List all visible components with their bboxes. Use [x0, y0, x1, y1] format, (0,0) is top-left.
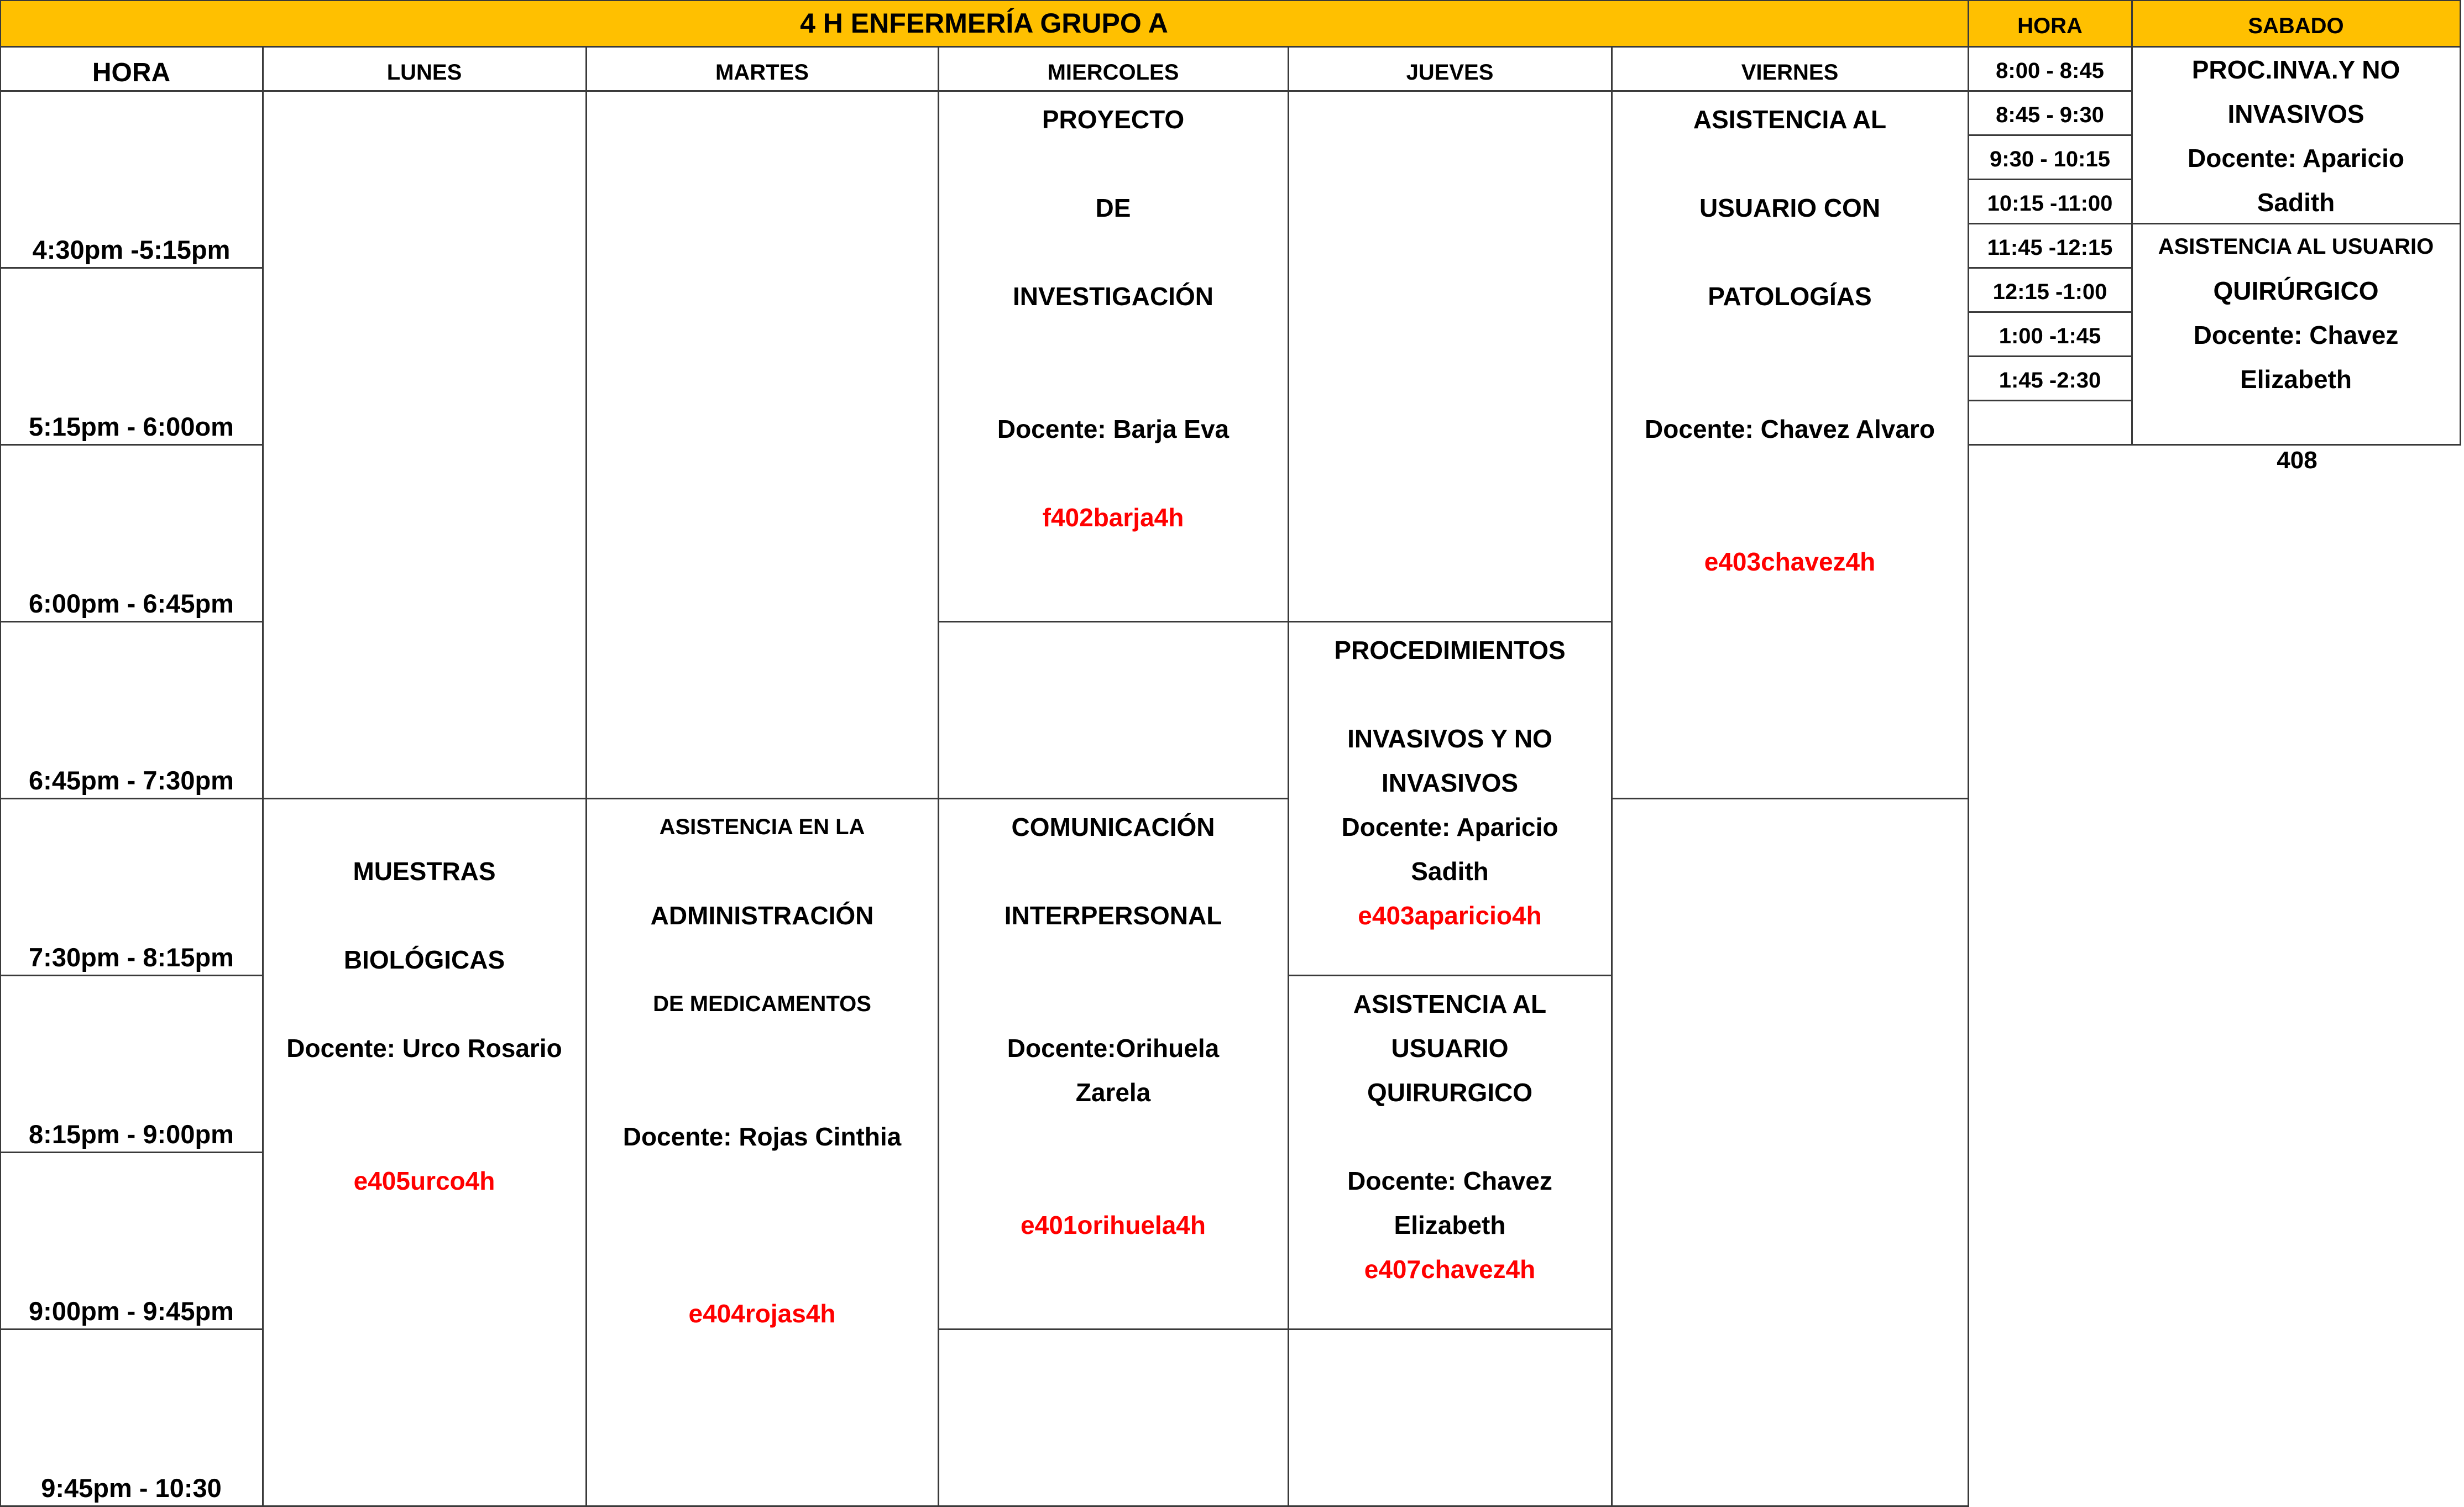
course-title-line: USUARIO: [1391, 1033, 1509, 1063]
course-docente: Docente: Rojas Cinthia: [622, 1122, 902, 1151]
schedule-title: 4 H ENFERMERÍA GRUPO A: [0, 0, 1969, 48]
time-slot: 7:30pm - 8:15pm: [0, 798, 264, 976]
course-title-line: INVASIVOS Y NO: [1347, 724, 1552, 753]
course-asistencia-quirurgico: [1288, 975, 1613, 1330]
course-code: e405urco4h: [353, 1166, 495, 1195]
course-code: e407chavez4h: [1364, 1254, 1536, 1284]
course-title-line: ADMINISTRACIÓN: [650, 901, 874, 930]
course-title-line: QUIRURGICO: [1367, 1077, 1532, 1107]
course-docente: Docente: Aparicio: [2188, 143, 2404, 172]
course-title-line: PROYECTO: [1042, 104, 1185, 134]
empty-cell-martes: [585, 90, 939, 799]
course-code: e403aparicio4h: [1358, 901, 1542, 930]
time-slot: 4:30pm -5:15pm: [0, 90, 264, 269]
course-title-line: INVESTIGACIÓN: [1013, 281, 1213, 311]
course-title-line: MUESTRAS: [353, 856, 496, 886]
saturday-schedule-table: [1968, 0, 2460, 444]
header-hora: HORA: [0, 46, 264, 92]
time-slot: 5:15pm - 6:00om: [0, 267, 264, 446]
course-docente: Docente: Barja Eva: [997, 414, 1230, 443]
empty-cell-lunes: [262, 90, 587, 799]
time-slot: 9:45pm - 10:30: [0, 1328, 264, 1507]
course-title-line: PROCEDIMIENTOS: [1334, 635, 1566, 664]
course-title-line: INVASIVOS: [2227, 99, 2364, 128]
course-title-line: USUARIO CON: [1699, 193, 1881, 222]
sat-time-slot: 10:15 -11:00: [1968, 179, 2133, 224]
header-lunes: LUNES: [262, 46, 587, 92]
course-comunicacion-interpersonal: [938, 798, 1289, 1330]
course-proyecto-investigacion: [938, 90, 1289, 622]
course-title-line: PATOLOGÍAS: [1708, 281, 1872, 311]
sat-time-slot: 1:45 -2:30: [1968, 355, 2133, 401]
header-martes: MARTES: [585, 46, 939, 92]
course-docente: Docente: Aparicio: [1341, 812, 1558, 841]
empty-cell-miercoles: [938, 1328, 1289, 1507]
sat-course-procedimientos: [2131, 46, 2461, 224]
course-procedimientos-invasivos: [1288, 621, 1613, 976]
sat-course-quirurgico: [2131, 223, 2461, 446]
course-code: e401orihuela4h: [1021, 1210, 1206, 1239]
header-jueves: JUEVES: [1288, 46, 1613, 92]
course-docente: Elizabeth: [1394, 1210, 1506, 1239]
sat-time-slot: 11:45 -12:15: [1968, 223, 2133, 269]
empty-cell-viernes: [1611, 798, 1969, 1507]
header-miercoles: MIERCOLES: [938, 46, 1289, 92]
course-docente: Docente:Orihuela: [1007, 1033, 1220, 1063]
course-docente: Sadith: [1411, 856, 1489, 886]
course-docente: Zarela: [1075, 1077, 1151, 1107]
course-administracion-medicamentos: [585, 798, 939, 1507]
course-title-line: DE MEDICAMENTOS: [653, 991, 871, 1016]
course-code: e404rojas4h: [688, 1299, 836, 1328]
course-docente: Docente: Chavez: [1347, 1166, 1552, 1195]
time-slot: 6:45pm - 7:30pm: [0, 621, 264, 799]
course-title-line: QUIRÚRGICO: [2213, 276, 2379, 305]
time-slot: 6:00pm - 6:45pm: [0, 444, 264, 622]
course-title-line: ASISTENCIA AL USUARIO: [2158, 234, 2434, 259]
course-muestras-biologicas: [262, 798, 587, 1507]
course-docente: Sadith: [2257, 187, 2335, 217]
header-sat-hora: HORA: [1968, 0, 2133, 48]
empty-cell-miercoles: [938, 621, 1289, 799]
course-title-line: ASISTENCIA AL: [1693, 104, 1887, 134]
course-title-line: ASISTENCIA EN LA: [659, 814, 865, 839]
course-title-line: ASISTENCIA AL: [1353, 989, 1547, 1018]
sat-time-slot: 12:15 -1:00: [1968, 267, 2133, 313]
header-sabado: SABADO: [2131, 0, 2461, 48]
course-title-line: INVASIVOS: [1381, 768, 1519, 797]
course-title-line: INTERPERSONAL: [1004, 901, 1222, 930]
sat-time-slot: 1:00 -1:45: [1968, 311, 2133, 357]
course-title-line: COMUNICACIÓN: [1011, 812, 1215, 841]
course-title-line: BIOLÓGICAS: [343, 945, 505, 974]
course-title-line: PROC.INVA.Y NO: [2191, 55, 2400, 84]
empty-cell-jueves: [1288, 1328, 1613, 1507]
sat-time-slot: 8:45 - 9:30: [1968, 90, 2133, 136]
empty-cell-jueves: [1288, 90, 1613, 622]
sat-empty-slot: [1968, 400, 2133, 446]
sat-time-slot: 8:00 - 8:45: [1968, 46, 2133, 92]
time-slot: 8:15pm - 9:00pm: [0, 975, 264, 1153]
course-docente: Docente: Chavez Alvaro: [1645, 414, 1935, 443]
header-viernes: VIERNES: [1611, 46, 1969, 92]
course-docente: Docente: Urco Rosario: [286, 1033, 562, 1063]
course-docente: Elizabeth: [2240, 364, 2352, 394]
sat-time-slot: 9:30 - 10:15: [1968, 134, 2133, 180]
course-docente: Docente: Chavez: [2193, 320, 2399, 349]
room-number: 408: [2277, 447, 2317, 474]
course-code: e403chavez4h: [1704, 547, 1876, 576]
course-title-line: DE: [1095, 193, 1131, 222]
course-code: f402barja4h: [1042, 503, 1184, 532]
course-asistencia-patologias: [1611, 90, 1969, 799]
time-slot: 9:00pm - 9:45pm: [0, 1152, 264, 1330]
